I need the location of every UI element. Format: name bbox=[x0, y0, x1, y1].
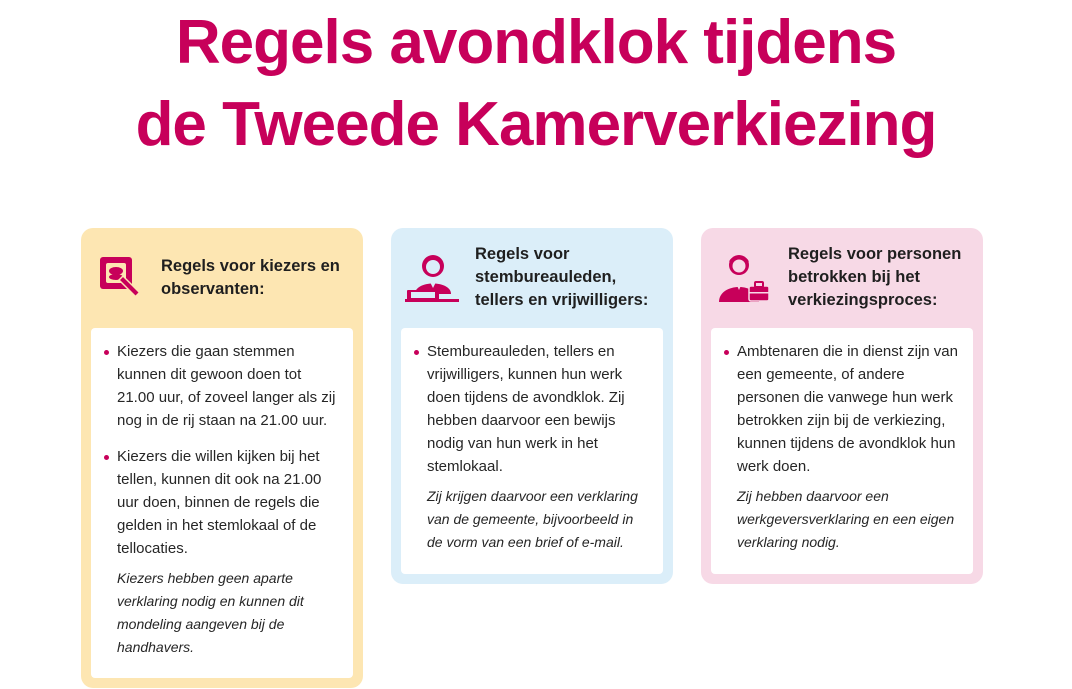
list-item: Kiezers die gaan stemmen kunnen dit gewoon doen tot 21.00 uur, of zoveel langer als zij nog in de rij staan na 21.00 uur. bbox=[103, 340, 341, 432]
card-voters-bullet-list bbox=[103, 340, 341, 560]
person-briefcase-icon bbox=[715, 248, 771, 304]
card-poll-workers-header bbox=[391, 228, 673, 326]
card-election-officials-bullet-list bbox=[723, 340, 961, 478]
card-election-officials-header bbox=[701, 228, 983, 326]
card-election-officials-note: Zij hebben daarvoor een werkgeversverklaring en een eigen verklaring nodig. bbox=[737, 488, 955, 550]
card-voters-body bbox=[91, 328, 353, 678]
card-poll-workers bbox=[391, 228, 673, 584]
card-voters-note: Kiezers hebben geen aparte verklaring nodig en kunnen dit mondeling aangeven bij de handhavers. bbox=[117, 570, 304, 655]
card-voters-title: Regels voor kiezers en observanten: bbox=[161, 257, 340, 298]
page-title-line-2: de Tweede Kamerverkiezing bbox=[135, 90, 937, 159]
card-election-officials-title: Regels voor personen betrokken bij het verkiezingsproces: bbox=[788, 245, 962, 309]
card-poll-workers-bullet-list bbox=[413, 340, 651, 478]
card-election-officials-body bbox=[711, 328, 973, 574]
person-laptop-icon bbox=[405, 248, 461, 304]
ballot-pencil-icon bbox=[95, 252, 147, 304]
list-item: Kiezers die willen kijken bij het tellen, kunnen dit ook na 21.00 uur doen, binnen de regels die gelden in het stemlokaal of de tellocaties. bbox=[103, 445, 341, 560]
card-poll-workers-body bbox=[401, 328, 663, 574]
page-title bbox=[0, 2, 1072, 166]
card-poll-workers-title: Regels voor stembureauleden, tellers en vrijwilligers: bbox=[475, 245, 649, 309]
card-poll-workers-note: Zij krijgen daarvoor een verklaring van de gemeente, bijvoorbeeld in de vorm van een brief of e-mail. bbox=[427, 488, 638, 550]
list-item: Stembureauleden, tellers en vrijwilligers, kunnen hun werk doen tijdens de avondklok. Zij hebben daarvoor een bewijs nodig van hun werk in het stemlokaal. bbox=[413, 340, 651, 478]
list-item: Ambtenaren die in dienst zijn van een gemeente, of andere personen die vanwege hun werk betrokken zijn bij de verkiezing, kunnen tijdens de avondklok hun werk doen. bbox=[723, 340, 961, 478]
card-voters-header bbox=[81, 228, 363, 326]
page-title-line-1: Regels avondklok tijdens bbox=[175, 8, 897, 77]
card-voters bbox=[81, 228, 363, 688]
card-election-officials bbox=[701, 228, 983, 584]
